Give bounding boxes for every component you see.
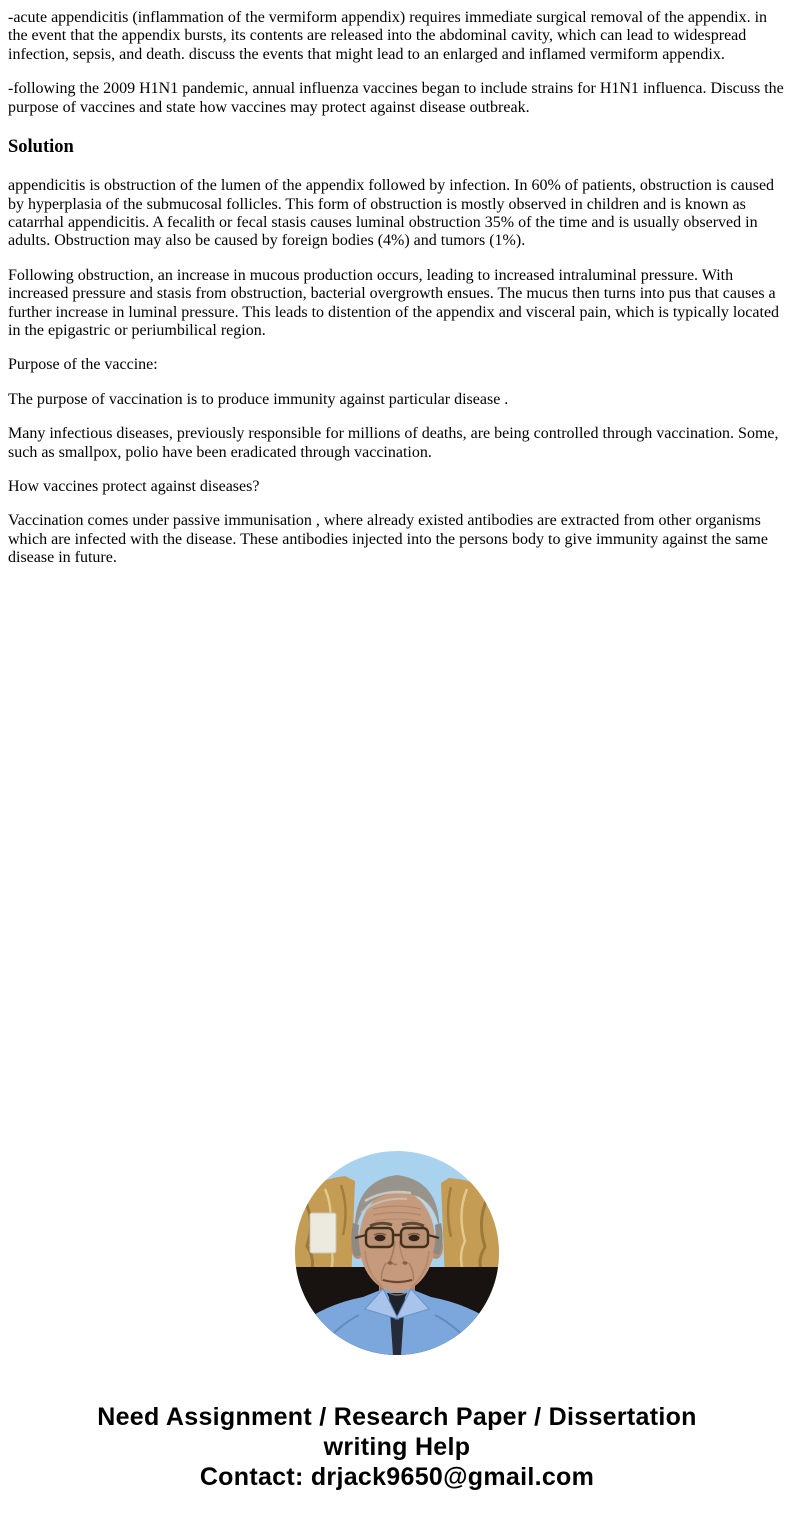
solution-paragraph-5: Many infectious diseases, previously responsible for millions of deaths, are being controlled through vaccination. Some, such as smallpox, polio have been eradicated through vaccination. <box>8 425 779 461</box>
avatar <box>295 1151 499 1355</box>
solution-heading: Solution <box>8 136 74 157</box>
footer-line-2: writing Help <box>323 1433 471 1461</box>
solution-paragraph-7: Vaccination comes under passive immunisation , where already existed antibodies are extracted from other organisms which are infected with the disease. These antibodies injected into the persons body to give immunity against the same disease in future. <box>8 512 768 567</box>
solution-paragraph-3: Purpose of the vaccine: <box>8 356 158 374</box>
footer-line-1: Need Assignment / Research Paper / Dissertation <box>97 1403 697 1431</box>
footer-contact-line: Contact: drjack9650@gmail.com <box>199 1463 595 1491</box>
tutor-portrait-image <box>295 1151 499 1355</box>
solution-paragraph-4: The purpose of vaccination is to produce immunity against particular disease . <box>8 390 509 408</box>
question-paragraph-1: -acute appendicitis (inflammation of the vermiform appendix) requires immediate surgical removal of the appendix. in the event that the appendix bursts, its contents are released into the abdominal cavity, which can lead to widespread infection, sepsis, and death. discuss the events that might lead to an enlarged and inflamed vermiform appendix. <box>8 9 768 63</box>
solution-paragraph-6: How vaccines protect against diseases? <box>8 477 260 495</box>
solution-paragraph-2: Following obstruction, an increase in mucous production occurs, leading to increased intraluminal pressure. With increased pressure and stasis from obstruction, bacterial overgrowth ensues. The mucus then turns into pus that causes a further increase in luminal pressure. This leads to distention of the appendix and visceral pain, which is typically located in the epigastric or periumbilical region. <box>8 266 780 339</box>
question-paragraph-2: -following the 2009 H1N1 pandemic, annual influenza vaccines began to include strains for H1N1 influenca. Discuss the purpose of vaccines and state how vaccines may protect against disease outbreak. <box>8 80 784 116</box>
footer-banner <box>0 1402 794 1492</box>
document-body <box>0 0 794 567</box>
solution-paragraph-1: appendicitis is obstruction of the lumen of the appendix followed by infection. In 60% of patients, obstruction is caused by hyperplasia of the submucosal follicles. This form of obstruction is mostly observed in children and is known as catarrhal appendicitis. A fecalith or fecal stasis causes luminal obstruction 35% of the time and is usually observed in adults. Obstruction may also be caused by foreign bodies (4%) and tumors (1%). <box>8 177 775 250</box>
